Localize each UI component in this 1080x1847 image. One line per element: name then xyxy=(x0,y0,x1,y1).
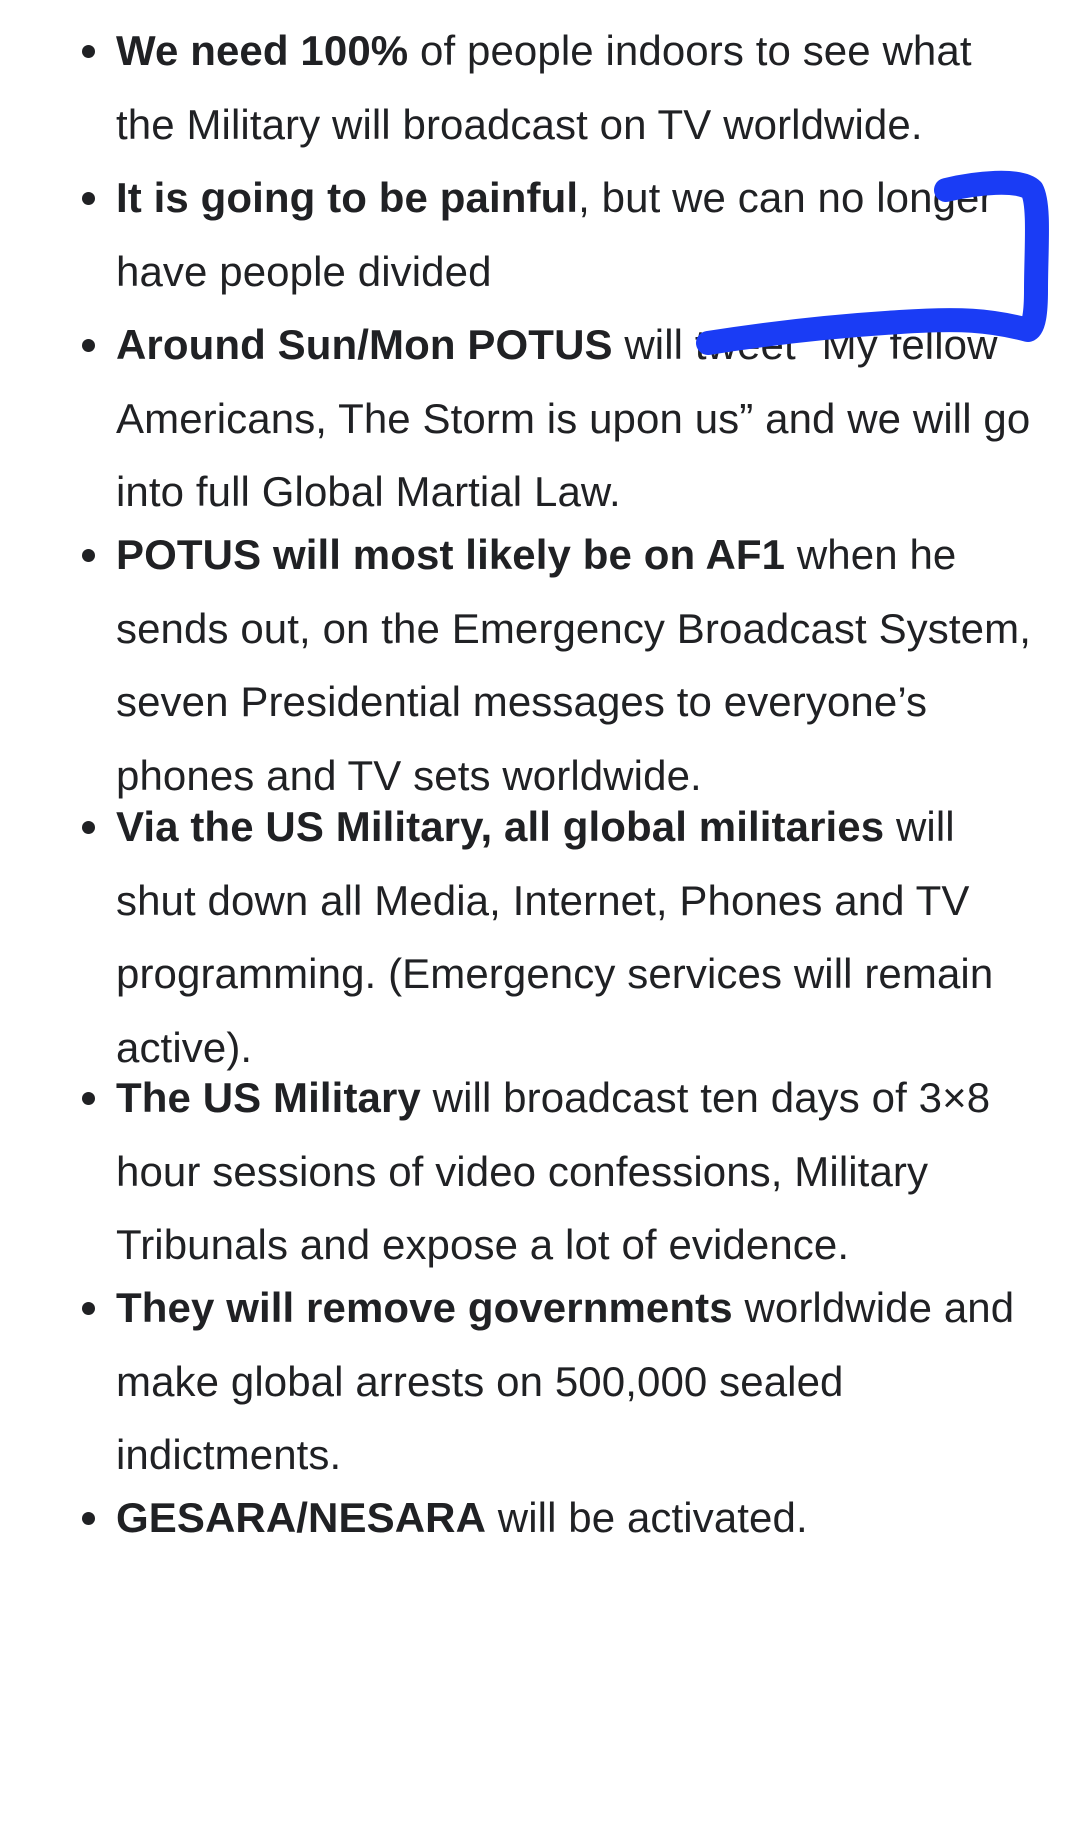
list-item-text: will shut down all Media, Internet, Phones and TV programming. (Emergency services will remain active). xyxy=(116,803,994,1071)
list-item-bold: The US Military xyxy=(116,1074,421,1121)
list-item-text: when he sends out, on the Emergency Broadcast System, seven Presidential messages to everyone’s phones and TV sets worldwide. xyxy=(116,531,1031,799)
bullet-icon xyxy=(82,1092,95,1105)
list-item xyxy=(116,1271,1036,1492)
list-item xyxy=(116,14,1036,161)
list-item xyxy=(116,161,1036,308)
bullet-icon xyxy=(82,339,95,352)
list-item xyxy=(116,1481,1036,1555)
list-item-bold: They will remove governments xyxy=(116,1284,733,1331)
list-item-bold: POTUS will most likely be on AF1 xyxy=(116,531,786,578)
list-item-text: , but we can no longer have people divided xyxy=(116,174,994,295)
bullet-icon xyxy=(82,1302,95,1315)
list-item-bold: We need 100% xyxy=(116,27,409,74)
bullet-icon xyxy=(82,549,95,562)
list-item-text: worldwide and make global arrests on 500,000 sealed indictments. xyxy=(116,1284,1015,1478)
list-item-text: will tweet “My fellow Americans, The Storm is upon us” and we will go into full Global Martial Law. xyxy=(116,321,1031,515)
list-item-bold: Around Sun/Mon POTUS xyxy=(116,321,613,368)
bullet-icon xyxy=(82,821,95,834)
list-item-bold: GESARA/NESARA xyxy=(116,1494,487,1541)
list-item xyxy=(116,790,1036,1084)
list-item-text: will be activated. xyxy=(486,1494,808,1541)
list-item xyxy=(116,308,1036,529)
list-item-text: of people indoors to see what the Military will broadcast on TV worldwide. xyxy=(116,27,972,148)
bullet-icon xyxy=(82,1512,95,1525)
bullet-icon xyxy=(82,192,95,205)
list-item-bold: Via the US Military, all global militaries xyxy=(116,803,885,850)
list-item xyxy=(116,1061,1036,1282)
list-item-text: will broadcast ten days of 3×8 hour sessions of video confessions, Military Tribunals and expose a lot of evidence. xyxy=(116,1074,991,1268)
list-item-bold: It is going to be painful xyxy=(116,174,579,221)
bullet-icon xyxy=(82,45,95,58)
list-item xyxy=(116,518,1036,812)
